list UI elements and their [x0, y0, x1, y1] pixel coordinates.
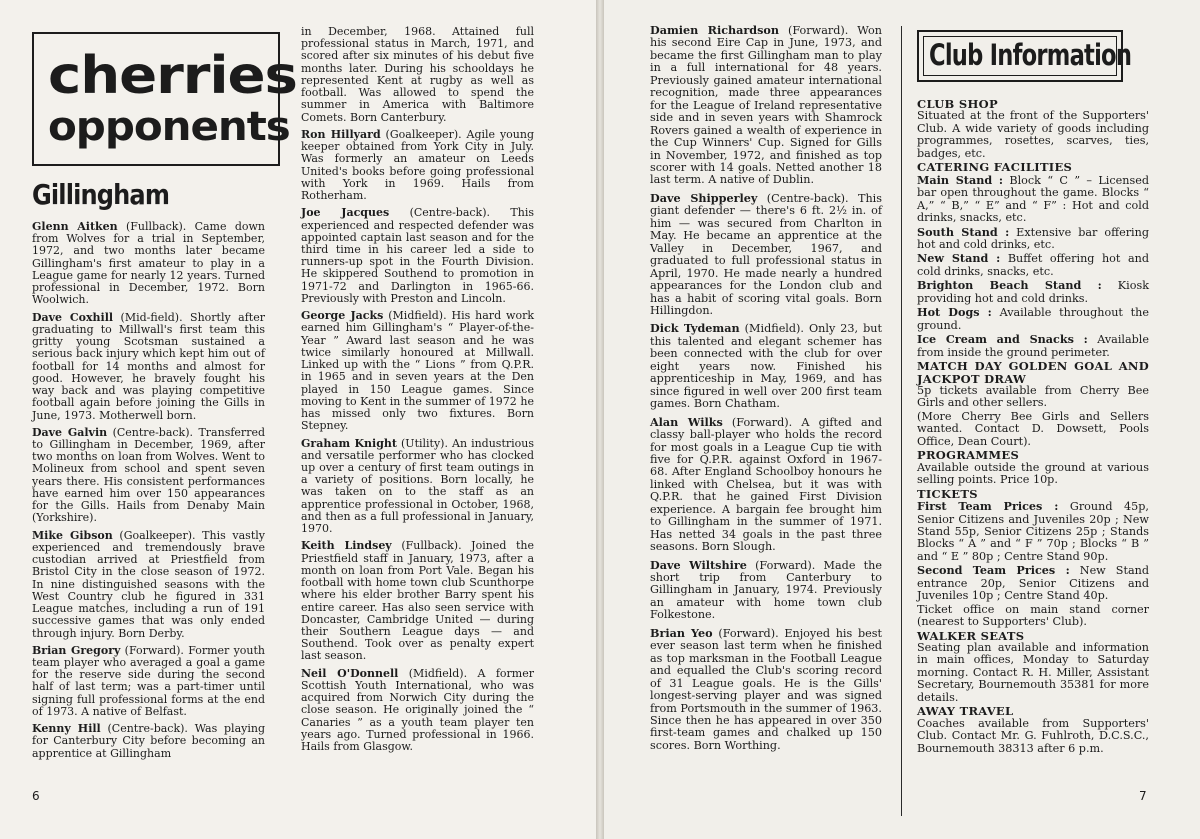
info-key: Hot Dogs :: [917, 305, 992, 320]
page-number-left: 6: [32, 789, 40, 803]
info-text: Block “ C ” – Licensed bar open throughout the game. Blocks “ A,” “ B,” “ E” and “ F” : Hot and cold drinks, snacks, etc.: [917, 173, 1149, 225]
player-entry: [301, 438, 534, 536]
player-name: Brian Gregory: [32, 643, 121, 657]
player-name: Dave Coxhill: [32, 310, 114, 324]
player-bio: (Forward). Enjoyed his best ever season last term when he finished as top marksman in the Football League and equalled the Club's scoring record of 31 League goals. He is the Gills' longest-serving player and was signed from Portsmouth in the summer of 1963. Since then he has appeared in over 350 first-team games and chalked up 150 scores. Born Worthing.: [650, 626, 882, 752]
player-bio: (Centre-back). Was playing for Canterbury City before becoming an apprentice at Gillingham: [32, 722, 265, 760]
player-bio: (Midfield). His hard work earned him Gillingham's “ Player-of-the-Year ” Award last season and he was twice similarly honoured at Millwall. Linked up with the “ Lions ” from Q.P.R. in 1965 and in seven years at the Den played in 150 League games. Since moving to Kent in the summer of 1972 he has missed only two fixtures. Born Stepney.: [301, 309, 534, 433]
info-heading: MATCH DAY GOLDEN GOAL AND JACKPOT DRAW: [917, 359, 1149, 386]
info-text: Extensive bar offering hot and cold drinks, etc.: [917, 225, 1149, 251]
right-page: [604, 0, 1200, 839]
info-text: Coaches available from Supporters' Club. Contact Mr. G. Fuhlroth, D.C.S.C., Bournemouth 38313 after 6 p.m.: [917, 716, 1149, 755]
player-entry: [301, 129, 534, 202]
info-line: [917, 500, 1149, 563]
team-title: Gillingham: [32, 178, 170, 211]
player-entry: [301, 310, 534, 432]
player-entry: [650, 416, 882, 554]
info-line: [917, 642, 1149, 704]
info-line: [917, 174, 1149, 225]
player-bio: (Goalkeeper). Agile young keeper obtained from York City in July. Was formerly an amateur on Leeds United's books before going professional with York in 1969. Hails from Rotherham.: [301, 127, 534, 203]
info-key: Brighton Beach Stand :: [917, 278, 1102, 293]
info-text: Buffet offering hot and cold drinks, snacks, etc.: [917, 252, 1149, 278]
player-name: George Jacks: [301, 309, 384, 323]
player-entry: [301, 207, 534, 305]
player-bio: (Forward). Former youth team player who averaged a goal a game for the reserve side during the second half of last term; was a part-timer until signing full professional forms at the end of 1973. A native of Belfast.: [32, 643, 265, 718]
player-name: Dave Galvin: [32, 425, 108, 439]
player-bio: (Forward). Won his second Eire Cap in June, 1973, and became the first Gillingham man to play in a full international for 48 years. Previously gained amateur international recognition, made three appearances for the League of Ireland representative side and in seven years with Shamrock Rovers gained a wealth of experience in the Cup Winners' Cup. Signed for Gills in November, 1972, and finished as top scorer with 14 goals. Netted another 18 last term. A native of Dublin.: [650, 24, 882, 187]
player-name: Alan Wilks: [650, 414, 723, 429]
left-page: [0, 0, 596, 839]
info-text: Seating plan available and information in main offices, Monday to Saturday morning. Contact R. H. Miller, Assistant Secretary, Bournemouth 35381 for more details.: [917, 641, 1149, 704]
player-bio: (Centre-back). This experienced and respected defender was appointed captain last season and for the third time in his career led a side to runners-up spot in the Fourth Division. He skippered Southend to promotion in 1971-72 and Darlington in 1965-66. Previously with Preston and Lincoln.: [301, 206, 534, 305]
player-bio: (Fullback). Came down from Wolves for a trial in September, 1972, and two months later became Gillingham's first amateur to play in a League game for nearly 12 years. Turned professional in December, 1972. Born Woolwich.: [32, 220, 266, 307]
player-name: Dave Shipperley: [650, 190, 758, 205]
player-column-2: [301, 26, 534, 758]
player-name: Dave Wiltshire: [650, 557, 747, 572]
info-line: [917, 110, 1149, 160]
info-text: Available throughout the ground.: [917, 306, 1149, 332]
info-key: New Stand :: [917, 251, 1001, 266]
club-information-title: Club Information: [929, 38, 1132, 72]
player-name: Kenny Hill: [32, 722, 101, 736]
player-name: Mike Gibson: [32, 528, 113, 542]
info-line: [917, 385, 1149, 410]
page-number-right: 7: [1139, 789, 1147, 803]
info-line: [917, 564, 1149, 602]
player-bio: (Centre-back). Transferred to Gillingham in December, 1969, after two months on loan from Wolves. Went to Molineux from school and spent seven years there. His consistent performances have earned him over 150 appearances for the Gills. Hails from Denaby Main (Yorkshire).: [32, 425, 265, 525]
player-bio: (Forward). A gifted and classy ball-player who holds the record for most goals in a League Cup tie with five for Q.P.R. against Oxford in 1967-68. After England Schoolboy honours he linked with Chelsea, but it was with Q.P.R. that he gained First Division experience. A bargain fee brought him to Gillingham in the summer of 1971. Has netted 34 goals in the past three seasons. Born Slough.: [650, 415, 882, 554]
player-name: Ron Hillyard: [301, 127, 381, 141]
player-bio: (Midfield). Only 23, but this talented and elegant schemer has been connected with the club for over eight years now. Finished his apprenticeship in May, 1969, and has since figured in well over 200 first team games. Born Chatham.: [650, 322, 882, 411]
player-entry: [32, 530, 265, 640]
info-line: [917, 462, 1149, 487]
masthead-line2: opponents: [48, 104, 290, 150]
player-entry: [32, 645, 265, 718]
player-entry: [32, 427, 265, 525]
club-information-box: [917, 30, 1132, 82]
player-bio: (Utility). An industrious and versatile performer who has clocked up over a century of first team outings in a variety of positions. Born locally, he was taken on to the staff as an apprentice professional in October, 1968, and then as a full professional in January, 1970.: [301, 436, 534, 536]
player-entry: [301, 26, 534, 124]
player-bio: (Mid-field). Shortly after graduating to Millwall's first team this gritty young Scotsman sustained a serious back injury which kept him out of football for 14 months and almost for good. However, he bravely fought his way back and was playing competitive football again before joining the Gills in June, 1973. Motherwell born.: [32, 310, 265, 422]
info-line: [917, 718, 1149, 755]
info-text: Ticket office on main stand corner (nearest to Supporters' Club).: [917, 602, 1149, 629]
masthead-line1: cherries: [48, 46, 297, 106]
info-text: New Stand entrance 20p, Senior Citizens and Juveniles 10p ; Centre Stand 40p.: [917, 564, 1149, 603]
club-information-column: [917, 98, 1149, 756]
info-text: (More Cherry Bee Girls and Sellers wanted. Contact D. Dowsett, Pools Office, Dean Court).: [917, 409, 1149, 448]
info-line: [917, 333, 1149, 359]
info-key: Ice Cream and Snacks :: [917, 332, 1088, 347]
info-heading: CLUB SHOP: [917, 97, 998, 111]
player-entry: [32, 312, 265, 422]
info-text: Situated at the front of the Supporters' Club. A wide variety of goods including programmes, rosettes, scarves, ties, badges, etc.: [917, 109, 1149, 160]
player-entry: [650, 192, 882, 318]
player-name: Damien Richardson: [650, 23, 779, 37]
player-entry: [650, 24, 882, 187]
info-line: [917, 306, 1149, 332]
info-line: [917, 226, 1149, 252]
player-entry: [650, 627, 882, 753]
column-divider: [901, 26, 902, 816]
player-name: Keith Lindsey: [301, 539, 392, 553]
player-name: Neil O'Donnell: [301, 666, 399, 680]
info-key: Second Team Prices :: [917, 563, 1070, 578]
player-entry: [301, 540, 534, 662]
info-line: [917, 279, 1149, 305]
player-name: Graham Knight: [301, 436, 397, 450]
player-bio: (Midfield). A former Scottish Youth International, who was acquired from Norwich City during the close season. He originally joined the “ Canaries ” as a youth team player ten years ago. Turned professional in 1966. Hails from Glasgow.: [301, 666, 534, 754]
player-bio: (Fullback). Joined the Priestfield staff in January, 1973, after a month on loan from Port Vale. Began his football with home town club Scunthorpe where his elder brother Barry spent his entire career. Has also seen service with Doncaster, Cambridge United — during their Southern League days — and Southend. Took over as penalty expert last season.: [301, 539, 534, 663]
info-heading: CATERING FACILITIES: [917, 160, 1073, 175]
player-column-1: [32, 221, 265, 765]
book-gutter: [596, 0, 604, 839]
player-bio: in December, 1968. Attained full professional status in March, 1971, and scored after six minutes of his debut five months later. During his schooldays he represented Kent at rugby as well as football. Was allowed to spend the summer in America with Baltimore Comets. Born Canterbury.: [301, 25, 534, 124]
player-entry: [301, 668, 534, 754]
player-name: Brian Yeo: [650, 625, 713, 640]
info-heading: PROGRAMMES: [917, 448, 1020, 463]
player-entry: [650, 322, 882, 410]
info-heading: AWAY TRAVEL: [917, 704, 1014, 719]
info-line: [917, 252, 1149, 278]
info-text: Ground 45p, Senior Citizens and Juveniles 20p ; New Stand 55p, Senior Citizens 25p ; Stands Blocks “ A ” and “ F ” 70p ; Blocks “ B ” and “ E ” 80p ; Centre Stand 90p.: [917, 500, 1149, 563]
info-heading: TICKETS: [917, 486, 978, 501]
info-line: [917, 604, 1149, 629]
info-text: Available from inside the ground perimeter.: [917, 333, 1150, 359]
cherries-opponents-masthead: [32, 32, 297, 166]
player-name: Joe Jacques: [301, 206, 390, 220]
player-column-3: [650, 24, 882, 757]
info-line: [917, 411, 1149, 448]
player-name: Glenn Aitken: [32, 220, 118, 233]
player-entry: [32, 723, 265, 760]
info-key: First Team Prices :: [917, 499, 1059, 514]
info-text: Available outside the ground at various selling points. Price 10p.: [917, 460, 1149, 487]
info-key: South Stand :: [917, 224, 1010, 239]
player-name: Dick Tydeman: [650, 321, 740, 336]
player-entry: [32, 221, 265, 307]
player-bio: (Forward). Made the short trip from Canterbury to Gillingham in January, 1974. Previously an amateur with home town club Folkestone.: [650, 558, 882, 622]
player-entry: [650, 559, 882, 622]
info-key: Main Stand :: [917, 172, 1004, 187]
info-text: 5p tickets available from Cherry Bee Girls and other sellers.: [917, 383, 1149, 410]
player-bio: (Centre-back). This giant defender — there's 6 ft. 2½ in. of him — was secured from Charlton in May. He became an apprentice at the Valley in December, 1967, and graduated to full professional status in April, 1970. He made nearly a hundred appearances for the London club and has a habit of scoring vital goals. Born Hillingdon.: [650, 191, 882, 317]
info-text: Kiosk providing hot and cold drinks.: [917, 279, 1150, 305]
info-heading: WALKER SEATS: [917, 628, 1025, 643]
player-bio: (Goalkeeper). This vastly experienced and tremendously brave custodian arrived at Priestfield from Bristol City in the close season of 1972. In nine distinguished seasons with the West Country club he figured in 331 League matches, including a run of 191 successive games that was only ended through injury. Born Derby.: [32, 528, 265, 640]
